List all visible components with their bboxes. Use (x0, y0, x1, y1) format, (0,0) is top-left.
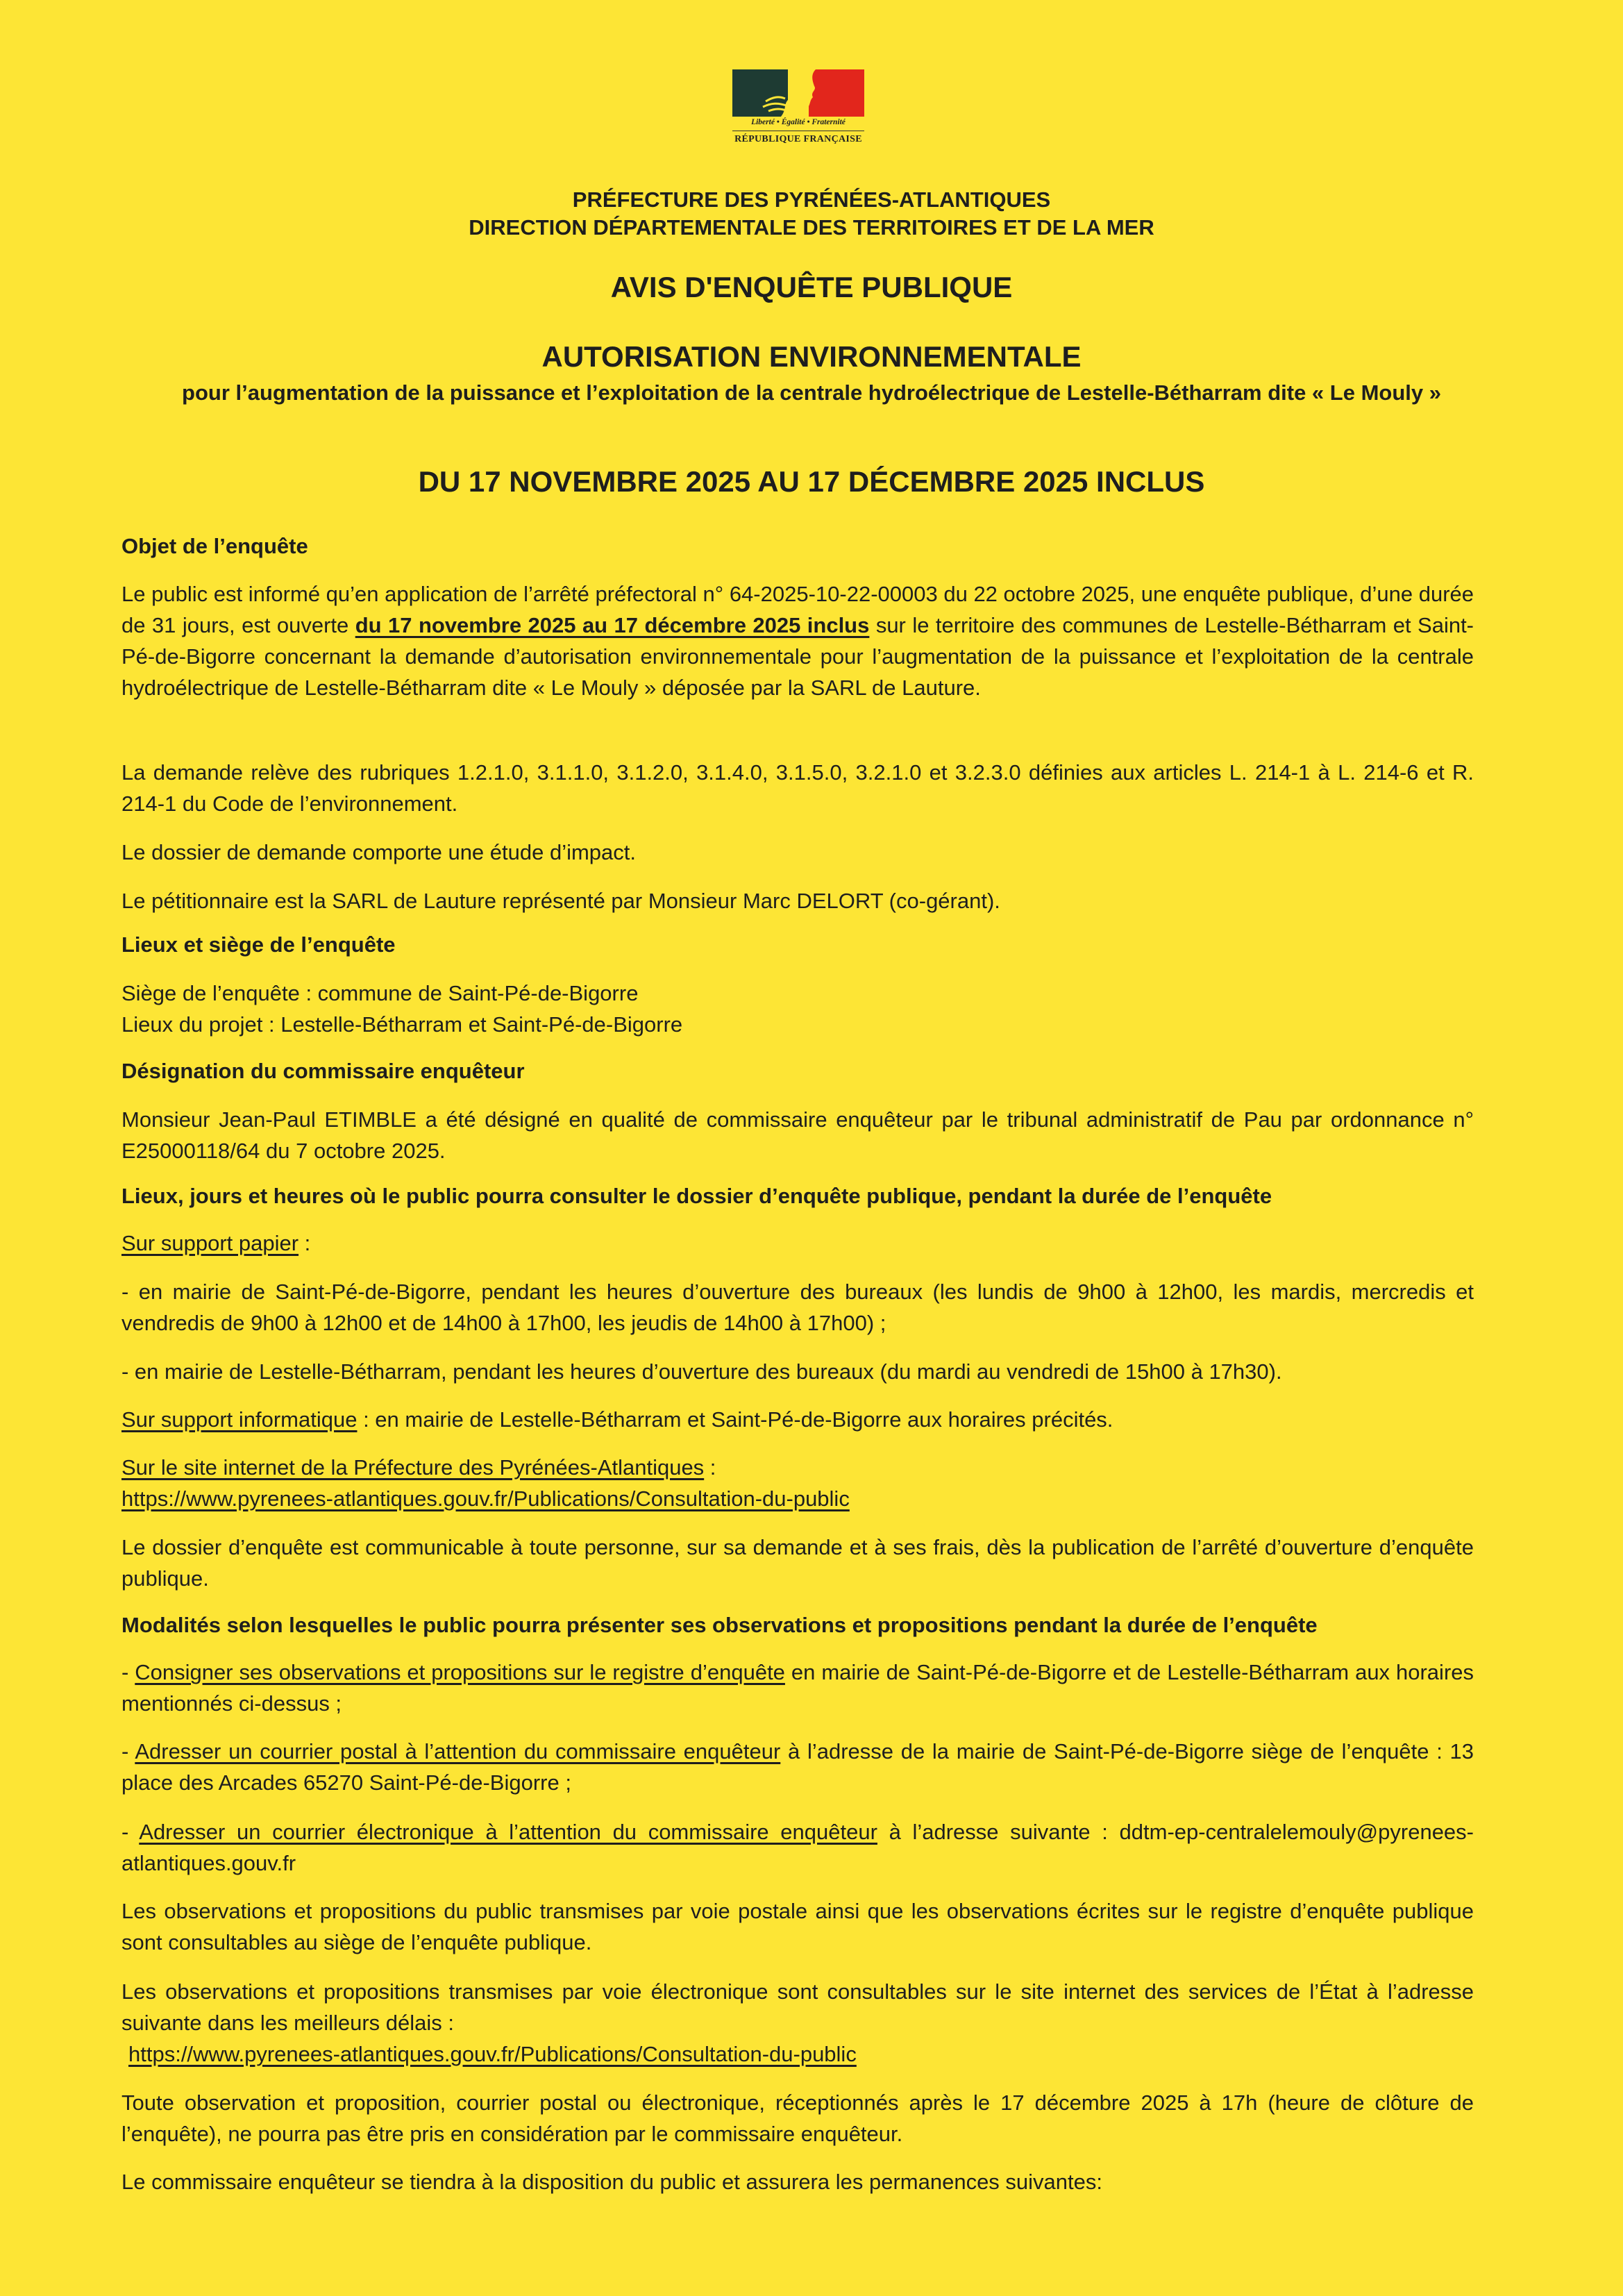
communicable-paragraph: Le dossier d’enquête est communicable à toute personne, sur sa demande et à ses frais, dès la publication de l’arrêté d’ouverture d’enquête publique. (121, 1535, 1474, 1591)
lieux-projet-line: Lieux du projet : Lestelle-Bétharram et Saint-Pé-de-Bigorre (121, 1012, 683, 1037)
section-heading-commissaire: Désignation du commissaire enquêteur (121, 1059, 525, 1083)
commissaire-paragraph: Monsieur Jean-Paul ETIMBLE a été désigné en qualité de commissaire enquêteur par le tribunal administratif de Pau par ordonnance n° E25000118/64 du 7 octobre 2025. (121, 1107, 1474, 1163)
direction-heading: DIRECTION DÉPARTEMENTALE DES TERRITOIRES ET DE LA MER (469, 215, 1154, 240)
courrier-postal-text: à l’adresse de la mairie de Saint-Pé-de-Bigorre siège de l’enquête : 13 place des Arcades 65270 Saint-Pé-de-Bigorre ; (121, 1739, 1474, 1795)
bullet-dash: - (121, 1820, 140, 1844)
bullet-dash: - (121, 1660, 135, 1684)
consultation-url-link[interactable]: https://www.pyrenees-atlantiques.gouv.fr/Publications/Consultation-du-public (121, 1486, 850, 1511)
registre-text: en mairie de Saint-Pé-de-Bigorre et de Lestelle-Bétharram aux horaires mentionnés ci-dessus ; (121, 1660, 1474, 1716)
prefecture-heading: PRÉFECTURE DES PYRÉNÉES-ATLANTIQUES (572, 187, 1051, 212)
section-heading-modalites: Modalités selon lesquelles le public pourra présenter ses observations et propositions pendant la durée de l’enquête (121, 1613, 1318, 1637)
bullet-dash: - (121, 1739, 135, 1763)
section-heading-objet: Objet de l’enquête (121, 534, 308, 558)
paper-support-label: Sur support papier (121, 1231, 299, 1255)
logo-motto: Liberté • Égalité • Fraternité (751, 118, 846, 126)
electronic-consultation-url-link[interactable]: https://www.pyrenees-atlantiques.gouv.fr/Publications/Consultation-du-public (128, 2042, 857, 2066)
registre-label: Consigner ses observations et propositions sur le registre d’enquête (135, 1660, 785, 1684)
objet-paragraph (121, 578, 1474, 703)
electronic-consultation-paragraph: Les observations et propositions transmises par voie électronique sont consultables sur le site internet des services de l’État à l’adresse suivante dans les meilleurs délais : (121, 1979, 1474, 2035)
postal-consultation-paragraph: Les observations et propositions du public transmises par voie postale ainsi que les observations écrites sur le registre d’enquête publique sont consultables au siège de l’enquête publique. (121, 1899, 1474, 1954)
permanences-paragraph: Le commissaire enquêteur se tiendra à la disposition du public et assurera les permanences suivantes: (121, 2170, 1102, 2194)
inquiry-dates-heading: DU 17 NOVEMBRE 2025 AU 17 DÉCEMBRE 2025 INCLUS (418, 465, 1205, 498)
section-heading-consultation: Lieux, jours et heures où le public pourra consulter le dossier d’enquête publique, pendant la durée de l’enquête (121, 1184, 1272, 1208)
rubriques-paragraph: La demande relève des rubriques 1.2.1.0, 3.1.1.0, 3.1.2.0, 3.1.4.0, 3.1.5.0, 3.2.1.0 et 3.2.3.0 définies aux articles L. 214-1 à L. 214-6 et R. 214-1 du Code de l’environnement. (121, 760, 1474, 816)
siege-line: Siège de l’enquête : commune de Saint-Pé-de-Bigorre (121, 981, 639, 1005)
digital-support-label: Sur support informatique (121, 1407, 358, 1432)
website-colon: : (704, 1455, 716, 1480)
republique-francaise-logo (732, 69, 864, 156)
paper-item-saint-pe: - en mairie de Saint-Pé-de-Bigorre, pendant les heures d’ouverture des bureaux (les lundis de 9h00 à 12h00, les mardis, mercredis et vendredis de 9h00 à 12h00 et de 14h00 à 17h00, les jeudis de 14h00 à 17h00) ; (121, 1280, 1474, 1335)
subject-subtitle: pour l’augmentation de la puissance et l’exploitation de la centrale hydroélectrique de Lestelle-Bétharram dite « Le Mouly » (182, 380, 1441, 405)
objet-text-after: sur le territoire des communes de Lestelle-Bétharram et Saint-Pé-de-Bigorre concernant la demande d’autorisation environnementale pour l’augmentation de la puissance et l’exploitation de la centrale hydroélectrique de Lestelle-Bétharram dite « Le Mouly » déposée par la SARL de Lauture. (121, 613, 1474, 700)
subject-title: AUTORISATION ENVIRONNEMENTALE (541, 340, 1082, 373)
digital-support-text: : en mairie de Lestelle-Bétharram et Saint-Pé-de-Bigorre aux horaires précités. (357, 1407, 1113, 1432)
petitionnaire-paragraph: Le pétitionnaire est la SARL de Lauture représenté par Monsieur Marc DELORT (co-gérant). (121, 889, 1000, 913)
courrier-electronique-label: Adresser un courrier électronique à l’attention du commissaire enquêteur (139, 1820, 877, 1844)
etude-impact-paragraph: Le dossier de demande comporte une étude d’impact. (121, 840, 637, 864)
paper-item-lestelle: - en mairie de Lestelle-Bétharram, pendant les heures d’ouverture des bureaux (du mardi au vendredi de 15h00 à 17h30). (121, 1359, 1282, 1384)
section-heading-lieux: Lieux et siège de l’enquête (121, 932, 396, 957)
marianne-flag-icon (732, 69, 864, 117)
objet-text-before: Le public est informé qu’en application de l’arrêté préfectoral n° 64-2025-10-22-00003 du 22 octobre 2025, une enquête publique, d’une durée de 31 jours, est ouverte (121, 582, 1474, 637)
logo-republique-francaise: RÉPUBLIQUE FRANÇAISE (734, 134, 862, 144)
paper-support-colon: : (298, 1231, 311, 1255)
website-label: Sur le site internet de la Préfecture des Pyrénées-Atlantiques (121, 1455, 705, 1480)
courrier-electronique-text: à l’adresse suivante : ddtm-ep-centralelemouly@pyrenees-atlantiques.gouv.fr (121, 1820, 1474, 1875)
deadline-paragraph: Toute observation et proposition, courrier postal ou électronique, réceptionnés après le 17 décembre 2025 à 17h (heure de clôture de l’enquête), ne pourra pas être pris en considération par le commissaire enquêteur. (121, 2090, 1474, 2146)
courrier-postal-label: Adresser un courrier postal à l’attention du commissaire enquêteur (135, 1739, 781, 1763)
notice-title: AVIS D'ENQUÊTE PUBLIQUE (610, 271, 1013, 303)
objet-dates-highlight: du 17 novembre 2025 au 17 décembre 2025 inclus (355, 613, 870, 637)
